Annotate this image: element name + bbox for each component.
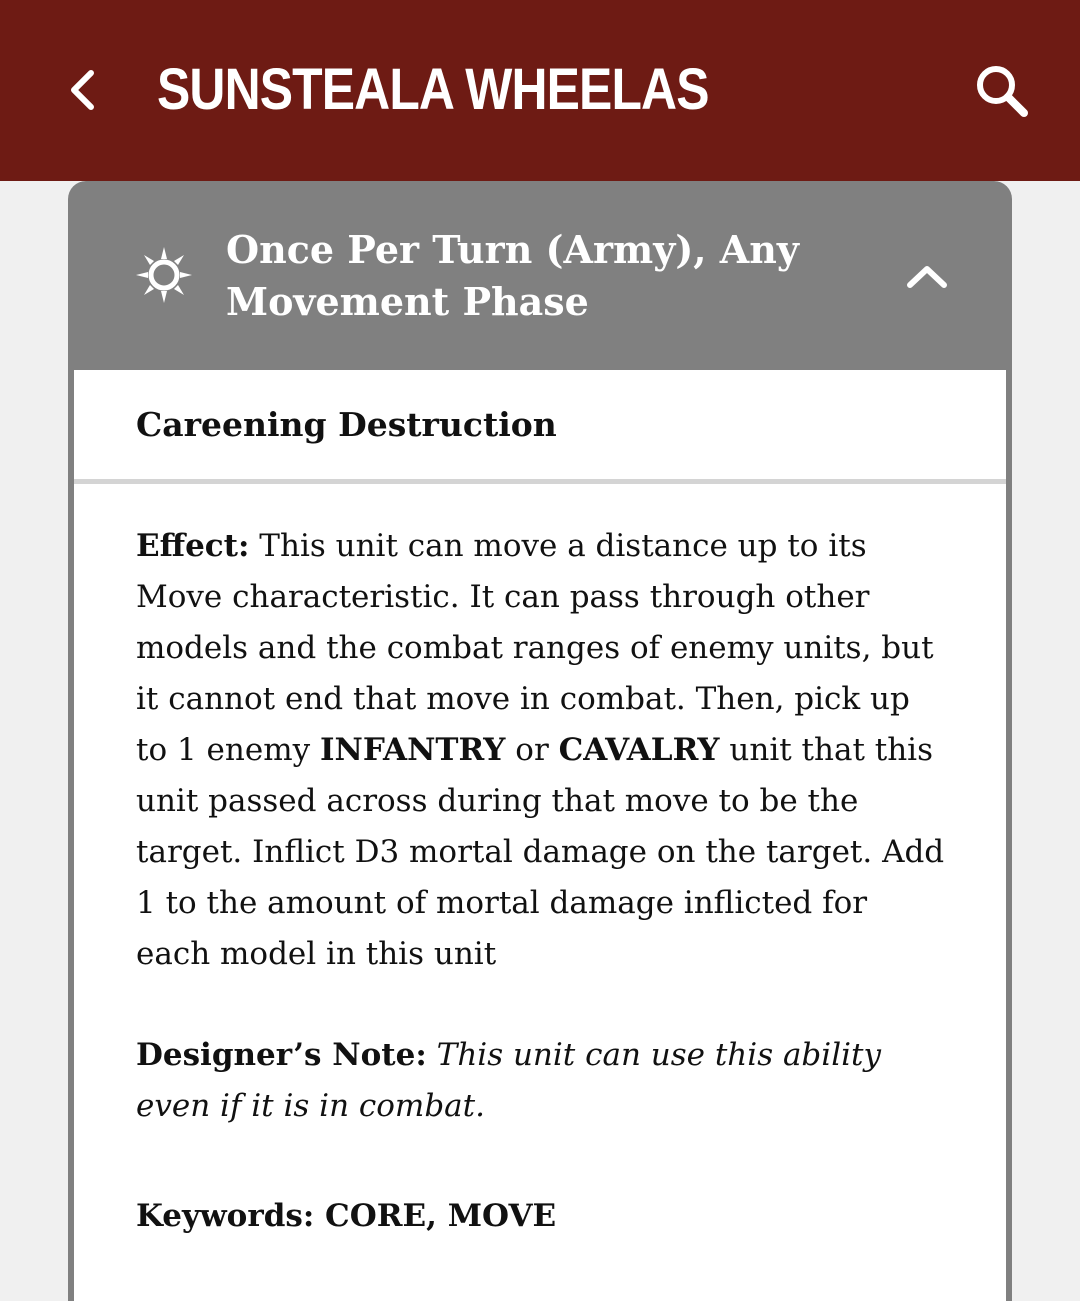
designers-note-text: This unit can use this ability even if it is in combat.	[136, 1037, 881, 1124]
effect-text-part-2: or	[515, 732, 549, 768]
back-button[interactable]	[50, 55, 114, 125]
designers-note-label: Designer’s Note:	[136, 1037, 427, 1073]
keywords: Keywords: CORE, MOVE	[136, 1198, 557, 1234]
search-icon	[974, 63, 1030, 119]
sun-icon	[134, 245, 194, 305]
keyword-infantry: INFANTRY	[319, 732, 506, 768]
divider	[74, 479, 1006, 484]
phase-label: Once Per Turn (Army), Any Movement Phase	[226, 227, 799, 324]
keyword-cavalry: CAVALRY	[558, 732, 720, 768]
chevron-left-icon	[65, 68, 99, 112]
ability-name: Careening Destruction	[136, 405, 557, 444]
search-button[interactable]	[962, 55, 1042, 127]
page-title: SUNSTEALA WHEELAS	[157, 57, 709, 122]
effect-text-part-1: This unit can move a distance up to its Move characteristic. It can pass through other models and the combat ranges of enemy units, but it cannot end that move in combat. Then, pick up to 1 enemy	[136, 528, 934, 768]
designers-note	[136, 1030, 946, 1132]
ability-card	[68, 181, 1012, 1301]
effect-label: Effect:	[136, 528, 250, 564]
ability-card-header[interactable]	[68, 181, 1012, 370]
effect-text	[136, 521, 946, 980]
app-header	[0, 0, 1080, 181]
chevron-up-icon[interactable]	[902, 251, 952, 301]
effect-text-part-3: unit that this unit passed across during that move to be the target. Inflict D3 mortal damage on the target. Add 1 to the amount of mortal damage inflicted for each model in this unit	[136, 732, 945, 972]
